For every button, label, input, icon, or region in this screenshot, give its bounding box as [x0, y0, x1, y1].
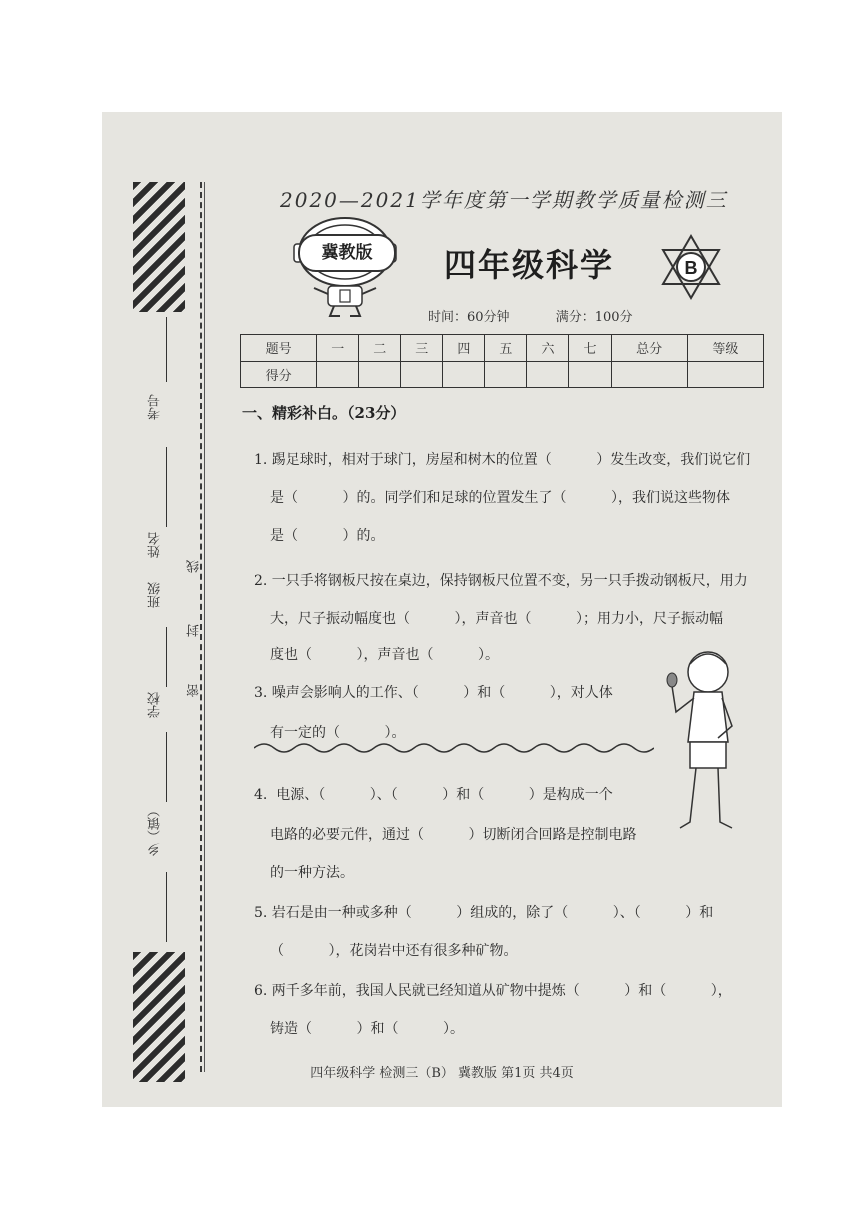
score-cell: 一	[317, 335, 359, 362]
exam-time: 时间：60分钟	[428, 310, 510, 325]
score-cell	[611, 361, 687, 388]
field-xingming: 姓名	[148, 532, 163, 558]
hatch-top	[133, 182, 185, 312]
subject-title: 四年级科学	[444, 246, 615, 284]
exam-meta	[428, 306, 675, 325]
score-cell: 七	[569, 335, 611, 362]
star-version-icon	[658, 234, 724, 300]
score-cell: 二	[359, 335, 401, 362]
question-2-line-2: 大，尺子振动幅度也（ ），声音也（ ）；用力小，尺子振动幅	[270, 611, 724, 627]
version-letter: B	[684, 258, 698, 278]
score-table	[240, 334, 764, 388]
question-4-line-1: 4. 电源、（ ）、（ ）和（ ）是构成一个	[254, 787, 613, 803]
section-heading: 一、精彩补白。（23分）	[242, 404, 406, 422]
boy-with-ear-illustration	[658, 642, 748, 842]
score-cell	[485, 361, 527, 388]
field-line	[166, 732, 167, 802]
exam-sheet	[102, 112, 782, 1107]
field-kaohao: 考号	[148, 394, 163, 420]
question-1-line-3: 是（ ）的。	[270, 528, 385, 544]
score-cell: 三	[401, 335, 443, 362]
score-table-score-row	[241, 361, 764, 388]
score-cell: 总分	[611, 335, 687, 362]
score-cell	[317, 361, 359, 388]
question-4-line-3: 的一种方法。	[270, 865, 354, 881]
question-1-line-1: 1. 踢足球时，相对于球门，房屋和树木的位置（ ）发生改变，我们说它们	[254, 452, 751, 468]
score-cell	[687, 361, 763, 388]
score-cell: 五	[485, 335, 527, 362]
field-xiangzhen: 乡（镇）	[148, 804, 163, 856]
question-3-line-1: 3. 噪声会影响人的工作、（ ）和（ ），对人体	[254, 685, 613, 701]
question-6-line-1: 6. 两千多年前，我国人民就已经知道从矿物中提炼（ ）和（ ），	[254, 983, 732, 999]
field-line	[166, 447, 167, 527]
score-cell: 等级	[687, 335, 763, 362]
field-xuexiao: 学校	[148, 692, 163, 718]
field-banji: 班级	[148, 582, 163, 608]
question-2-line-3: 度也（ ），声音也（ ）。	[270, 647, 500, 663]
binding-line-char: 线	[187, 560, 202, 573]
page-footer: 四年级科学 检测三（B） 冀教版 第1页 共4页	[310, 1066, 574, 1081]
exam-title: 2020—2021学年度第一学期教学质量检测三	[280, 188, 728, 212]
question-6-line-2: 铸造（ ）和（ ）。	[270, 1021, 465, 1037]
edition-badge: 冀教版	[298, 234, 396, 272]
question-3-line-2: 有一定的（ ）。	[270, 725, 406, 741]
score-cell	[359, 361, 401, 388]
exam-full-score: 满分：100分	[555, 310, 633, 325]
score-cell: 题号	[241, 335, 317, 362]
question-5-line-2: （ ），花岗岩中还有很多种矿物。	[270, 943, 518, 959]
question-5-line-1: 5. 岩石是由一种或多种（ ）组成的，除了（ ）、（ ）和	[254, 905, 714, 921]
score-cell: 六	[527, 335, 569, 362]
score-cell: 四	[443, 335, 485, 362]
score-table-header-row	[241, 335, 764, 362]
score-cell	[569, 361, 611, 388]
binding-solid-line	[204, 182, 205, 1072]
field-line	[166, 627, 167, 687]
field-line	[166, 872, 167, 942]
question-4-line-2: 电路的必要元件，通过（ ）切断闭合回路是控制电路	[270, 827, 637, 843]
score-cell	[443, 361, 485, 388]
score-cell: 得分	[241, 361, 317, 388]
question-1-line-2: 是（ ）的。同学们和足球的位置发生了（ ），我们说这些物体	[270, 490, 731, 506]
wavy-divider	[254, 740, 654, 756]
binding-seal2-char: 封	[187, 624, 202, 637]
binding-seal-char: 密	[187, 684, 202, 697]
score-cell	[527, 361, 569, 388]
score-cell	[401, 361, 443, 388]
field-line	[166, 317, 167, 382]
exam-photo	[102, 112, 782, 1107]
question-2-line-1: 2. 一只手将钢板尺按在桌边，保持钢板尺位置不变，另一只手拨动钢板尺，用力	[254, 573, 748, 589]
